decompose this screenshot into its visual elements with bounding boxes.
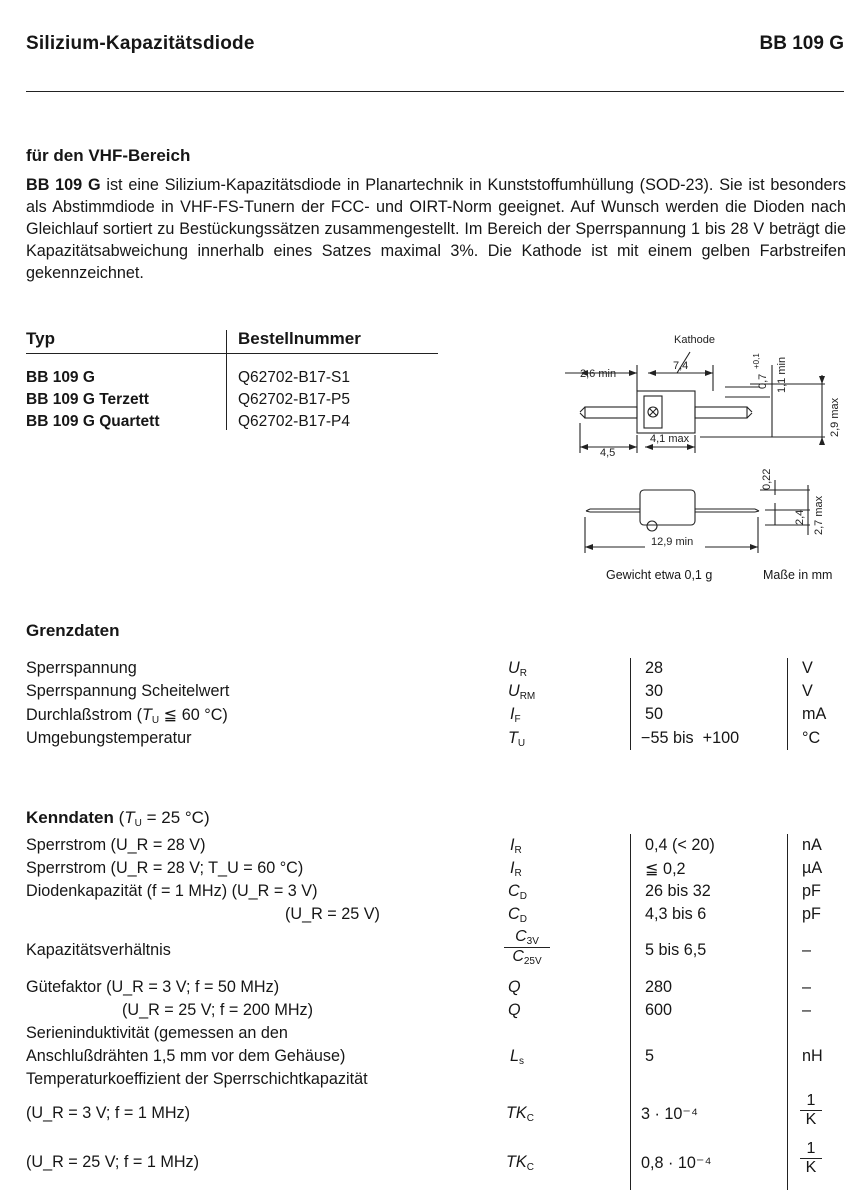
char-unit: nA [802, 836, 822, 854]
char-unit: – [802, 941, 812, 959]
limit-symbol: $U_{RM}$ [508, 682, 536, 702]
dim-tolerance: +0,1 [752, 353, 761, 369]
dim-11: 1,1 min [776, 356, 788, 393]
char-label: Gütefaktor (U_R = 3 V; f = 50 MHz) [26, 978, 280, 996]
limit-unit: °C [802, 729, 821, 747]
dim-74: 7,4 [673, 360, 689, 372]
limit-value: 28 [645, 659, 664, 677]
char-label: Diodenkapazität (f = 1 MHz) (U_R = 3 V) [26, 882, 318, 900]
order-table-divider [226, 330, 227, 430]
limit-unit: mA [802, 705, 827, 723]
char-symbol: $C_D$ [508, 882, 527, 902]
char-unit-fraction: $\frac{1}{K}$ [800, 1140, 822, 1177]
col-type-header: Typ [26, 329, 55, 348]
dim-41: 4,1 max [650, 433, 690, 445]
limits-heading: Grenzdaten [26, 621, 120, 640]
char-divider-value [630, 834, 631, 1190]
limits-divider-value [630, 658, 631, 750]
char-label: (U_R = 3 V; f = 1 MHz) [26, 1104, 191, 1122]
limit-label: Durchlaßstrom ($T_U$ ≦ 60 °C) [26, 706, 228, 726]
char-label: (U_R = 25 V; f = 200 MHz) [122, 1001, 314, 1019]
dim-022: 0,22 [761, 468, 773, 490]
char-value: 280 [645, 978, 673, 996]
application-heading: für den VHF-Bereich [26, 146, 191, 165]
char-unit-fraction: $\frac{1}{K}$ [800, 1092, 822, 1129]
char-label: (U_R = 25 V) [285, 905, 380, 923]
char-symbol: $L_s$ [510, 1047, 525, 1067]
char-value: 600 [645, 1001, 673, 1019]
part-number: BB 109 G [759, 33, 844, 54]
limit-unit: V [802, 659, 813, 677]
document-title: Silizium-Kapazitätsdiode [26, 33, 255, 54]
dim-07: 0,7 [757, 373, 769, 389]
char-value: 26 bis 32 [645, 882, 711, 900]
char-value: ≦ 0,2 [645, 860, 686, 878]
units-note: Maße in mm [763, 568, 833, 582]
char-value: 5 [645, 1047, 655, 1065]
weight-note: Gewicht etwa 0,1 g [606, 568, 713, 582]
col-order-header: Bestellnummer [238, 329, 361, 348]
dim-27: 2,7 max [813, 495, 825, 535]
order-row-number-3: Q62702-B17-P4 [238, 413, 351, 430]
char-symbol: $C_D$ [508, 905, 527, 925]
char-unit: – [802, 978, 812, 996]
dim-lead-min: 2,6 min [580, 368, 617, 380]
char-label: Sperrstrom (U_R = 28 V; T_U = 60 °C) [26, 859, 304, 877]
char-label: (U_R = 25 V; f = 1 MHz) [26, 1153, 200, 1171]
char-symbol: Q [508, 1001, 521, 1019]
char-value: 4,3 bis 6 [645, 905, 707, 923]
limit-symbol: $T_U$ [508, 729, 526, 749]
order-row-type-2: BB 109 G Terzett [26, 391, 149, 408]
limit-label: Sperrspannung Scheitelwert [26, 682, 230, 700]
limit-value: −55 bis +100 [641, 729, 740, 747]
char-label: Temperaturkoeffizient der Sperrschichtkapazität [26, 1070, 368, 1088]
intro-part-bold: BB 109 G [26, 176, 101, 194]
char-symbol: Q [508, 978, 521, 996]
order-row-number-1: Q62702-B17-S1 [238, 369, 351, 386]
char-unit: µA [802, 859, 823, 877]
order-row-number-2: Q62702-B17-P5 [238, 391, 351, 408]
char-unit: pF [802, 882, 821, 900]
characteristics-heading: Kenndaten ($T_U = 25$ °C) [26, 808, 210, 829]
char-value: 5 bis 6,5 [645, 941, 707, 959]
order-row-type-3: BB 109 G Quartett [26, 413, 160, 430]
char-symbol: $TK_C$ [506, 1104, 534, 1124]
package-body-top [637, 391, 695, 433]
dim-45: 4,5 [600, 447, 616, 459]
char-value: 0,8 · 10⁻⁴ [641, 1154, 712, 1172]
char-label: Anschlußdrähten 1,5 mm vor dem Gehäuse) [26, 1047, 346, 1065]
limit-symbol: $U_R$ [508, 659, 527, 679]
dim-129: 12,9 min [651, 536, 694, 548]
char-label: Serieninduktivität (gemessen an den [26, 1024, 288, 1042]
intro-text: ist eine Silizium-Kapazitätsdiode in Planartechnik in Kunststoffumhüllung (SOD-23). Sie ist besonders als Abstimmdiode in VHF-FS-Tunern der FCC- und OIRT-Norm geeignet. Auf Wunsch werden die Dioden nach Gleichlauf sortiert zu Bestückungssätzen zusammengestellt. Im Bereich der Sperrspannung 1 bis 28 V beträgt die Kapazitätsabweichung innerhalb eines Satzes maximal 3%. Die Kathode ist mit einem gelben Farbstreifen gekennzeichnet. [26, 176, 846, 282]
char-value: 3 · 10⁻⁴ [641, 1105, 698, 1123]
char-symbol: $I_R$ [510, 859, 522, 879]
char-label: Kapazitätsverhältnis [26, 941, 171, 959]
dim-24: 2,4 [794, 509, 806, 525]
limit-symbol: $I_F$ [510, 705, 521, 725]
limits-divider-unit [787, 658, 788, 750]
char-symbol: $TK_C$ [506, 1153, 534, 1173]
dim-29: 2,9 max [829, 397, 841, 437]
limit-unit: V [802, 682, 813, 700]
header-divider [26, 91, 844, 92]
char-divider-unit [787, 834, 788, 1190]
order-row-type-1: BB 109 G [26, 369, 95, 386]
char-label: Sperrstrom (U_R = 28 V) [26, 836, 206, 854]
limit-label: Umgebungstemperatur [26, 729, 192, 747]
order-table-rule [26, 353, 438, 354]
limit-value: 50 [645, 705, 664, 723]
char-value: 0,4 (< 20) [645, 836, 715, 854]
char-unit: – [802, 1001, 812, 1019]
char-symbol: $I_R$ [510, 836, 522, 856]
kathode-label: Kathode [674, 334, 715, 346]
char-unit: pF [802, 905, 821, 923]
limit-value: 30 [645, 682, 664, 700]
char-symbol-ratio: $\frac{C_{3V}}{C_{25V}}$ [504, 928, 550, 967]
intro-paragraph [26, 174, 846, 284]
package-drawing [560, 325, 860, 575]
package-body-side [640, 490, 695, 525]
limit-label: Sperrspannung [26, 659, 137, 677]
char-unit: nH [802, 1047, 823, 1065]
